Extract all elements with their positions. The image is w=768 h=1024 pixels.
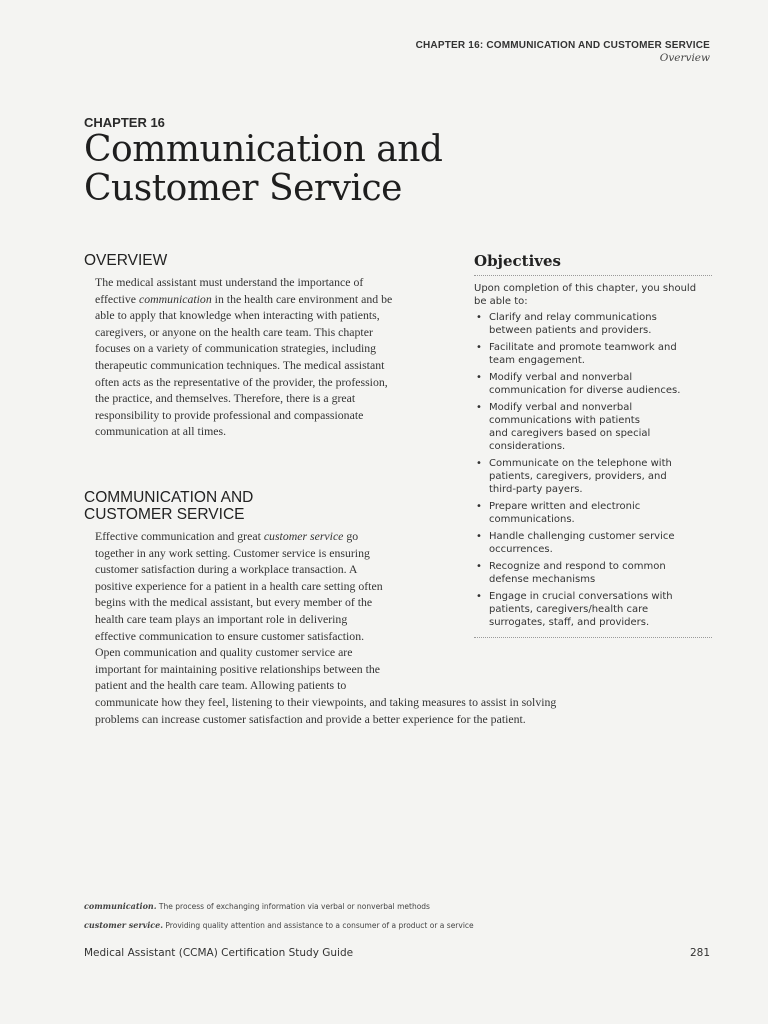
comm-line: customer satisfaction during a workplace transaction. A — [95, 562, 358, 577]
comm-line: important for maintaining positive relationships between the — [95, 661, 381, 676]
overview-line: communication at all times. — [95, 424, 227, 439]
glossary-definition: The process of exchanging information via verbal or nonverbal methods — [156, 902, 430, 911]
bullet-icon: • — [476, 312, 482, 323]
overview-line: the practice, and themselves. Therefore, there is a great — [95, 391, 356, 406]
overview-heading: OVERVIEW — [84, 252, 168, 269]
term-customer-service: customer service — [263, 529, 344, 543]
overview-line: often acts as the representative of the provider, the profession, — [95, 374, 388, 389]
overview-line: effective — [95, 291, 139, 306]
comm-line: effective communication to ensure customer satisfaction. — [95, 628, 365, 643]
comm-line: communicate how they feel, listening to their viewpoints, and taking measures to assist in solving — [95, 694, 557, 709]
running-head-title: CHAPTER 16: COMMUNICATION AND CUSTOMER SERVICE — [415, 40, 710, 51]
glossary-term: communication. — [84, 901, 157, 911]
comm-heading-line-1: COMMUNICATION AND — [84, 489, 254, 506]
chapter-title-line-2: Customer Service — [84, 168, 402, 209]
bullet-icon: • — [476, 342, 482, 353]
running-head-subtitle: Overview — [659, 52, 710, 64]
objective-item: • Prepare written and electronic communications. — [476, 501, 641, 525]
overview-line: focuses on a variety of communication strategies, including — [95, 341, 377, 356]
objectives-intro — [474, 282, 712, 308]
footer-book-title: Medical Assistant (CCMA) Certification Study Guide — [84, 947, 354, 959]
objectives-title: Objectives — [474, 252, 712, 276]
running-head — [416, 40, 710, 64]
comm-line: Effective communication and great — [95, 529, 264, 543]
comm-heading-line-2: CUSTOMER SERVICE — [84, 506, 245, 523]
objective-item: • Clarify and relay communications between patients and providers. — [476, 312, 657, 336]
glossary-term: customer service. — [84, 920, 164, 930]
chapter-label: CHAPTER 16 — [84, 115, 165, 130]
comm-line: go — [343, 529, 359, 543]
glossary — [84, 897, 474, 935]
comm-line: together in any work setting. Customer service is ensuring — [95, 545, 370, 560]
comm-line: Open communication and quality customer service are — [95, 645, 353, 660]
overview-line: The medical assistant must understand the importance of — [95, 275, 364, 289]
objective-item: • Communicate on the telephone with patients, caregivers, providers, and third-party payers. — [476, 458, 672, 495]
overview-line: able to apply that knowledge when interacting with patients, — [95, 308, 380, 323]
bullet-icon: • — [476, 372, 482, 383]
term-communication: communication — [139, 291, 212, 306]
objective-item: • Facilitate and promote teamwork and team engagement. — [476, 342, 677, 366]
objectives-list — [474, 311, 712, 629]
objectives-bottom-rule — [474, 637, 712, 638]
objective-item: • Modify verbal and nonverbal communications with patients and caregivers based on special considerations. — [476, 402, 651, 452]
comm-line: patient and the health care team. Allowing patients to — [95, 678, 347, 693]
bullet-icon: • — [476, 561, 482, 572]
page-number: 281 — [689, 947, 710, 959]
objective-item: • Engage in crucial conversations with patients, caregivers/health care surrogates, staff, and providers. — [476, 591, 673, 628]
bullet-icon: • — [476, 458, 482, 469]
objectives-intro-line: be able to: — [474, 296, 528, 307]
objective-item: • Handle challenging customer service occurrences. — [476, 531, 675, 555]
bullet-icon: • — [476, 501, 482, 512]
chapter-title-line-1: Communication and — [84, 129, 443, 170]
comm-line: begins with the medical assistant, but every member of the — [95, 595, 373, 610]
comm-line: positive experience for a patient in a health care setting often — [95, 578, 383, 593]
objective-item: • Modify verbal and nonverbal communication for diverse audiences. — [476, 372, 681, 396]
glossary-entry — [84, 916, 474, 935]
glossary-entry — [84, 897, 474, 916]
glossary-definition: Providing quality attention and assistance to a consumer of a product or a service — [163, 921, 474, 930]
bullet-icon: • — [476, 591, 482, 602]
overview-paragraph — [95, 274, 392, 440]
objectives-intro-line: Upon completion of this chapter, you should — [474, 283, 697, 294]
objective-item: • Recognize and respond to common defense mechanisms — [476, 561, 666, 585]
bullet-icon: • — [476, 402, 482, 413]
comm-line: problems can increase customer satisfaction and provide a better experience for the patient. — [95, 711, 526, 726]
bullet-icon: • — [476, 531, 482, 542]
overview-line: caregivers, or anyone on the health care team. This chapter — [95, 324, 373, 339]
comm-line: health care team plays an important role in delivering — [95, 611, 348, 626]
objectives-box — [474, 252, 712, 638]
chapter-title — [84, 130, 442, 208]
overview-line: therapeutic communication techniques. The medical assistant — [95, 357, 385, 372]
comm-section-heading — [84, 489, 253, 523]
overview-line: in the health care environment and be — [211, 291, 393, 306]
overview-line: responsibility to provide professional and compassionate — [95, 407, 364, 422]
